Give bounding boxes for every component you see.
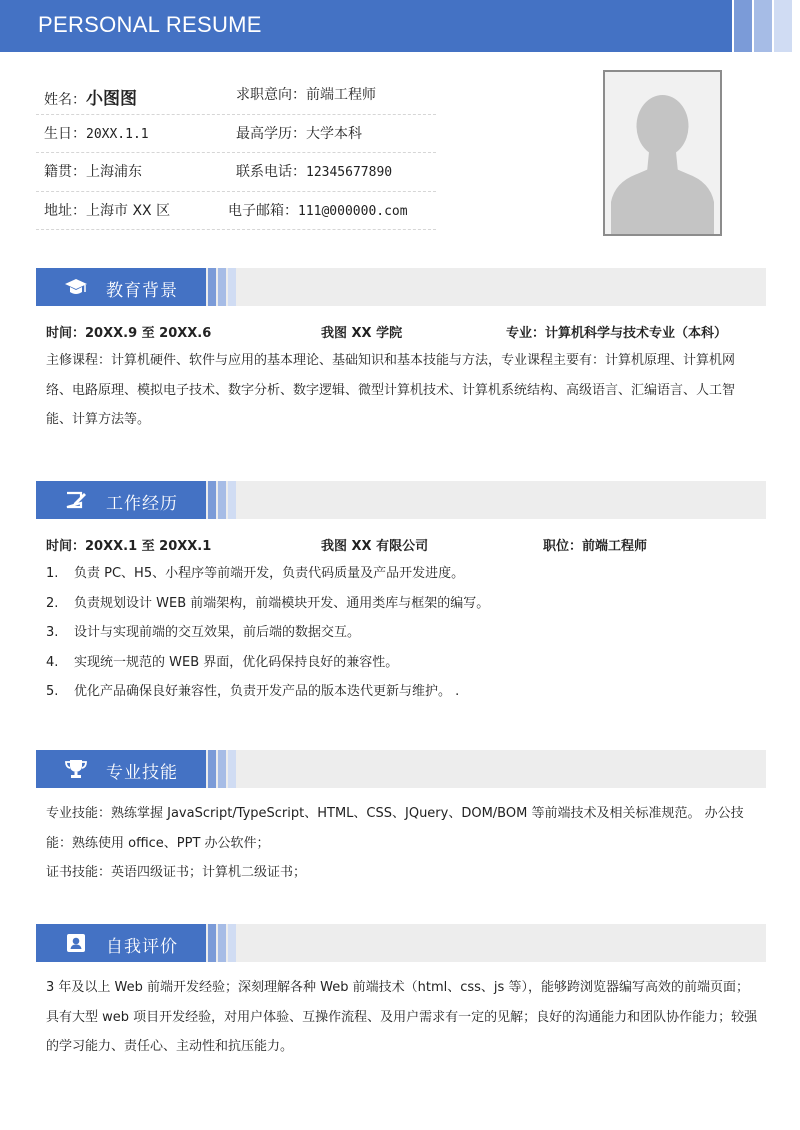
section-title: 专业技能: [106, 763, 178, 783]
graduation-cap-icon: [64, 277, 88, 297]
section-header-stripe: [218, 924, 226, 962]
email-value: 111@000000.com: [298, 203, 408, 219]
work-company: 我图 XX 有限公司: [321, 539, 429, 554]
education-time: 时间：20XX.9 至 20XX.6: [46, 326, 212, 341]
address-field: [44, 200, 170, 220]
page-title: PERSONAL RESUME: [38, 12, 262, 37]
section-header-self: [36, 924, 766, 962]
trophy-icon: [64, 759, 88, 779]
header-stripe: [754, 0, 772, 52]
name-value: 小图图: [86, 89, 137, 109]
list-text: 负责 PC、H5、小程序等前端开发，负责代码质量及产品开发进度。: [74, 566, 465, 581]
section-header-stripe: [228, 924, 236, 962]
native-value: 上海浦东: [86, 164, 142, 180]
phone-label: 联系电话：: [236, 164, 306, 180]
profile-photo: [603, 70, 722, 236]
intent-value: 前端工程师: [306, 87, 376, 103]
info-row: [36, 115, 436, 154]
person-card-icon: [64, 933, 88, 953]
section-header-stripe: [218, 268, 226, 306]
info-row: [36, 192, 436, 231]
education-school: 我图 XX 学院: [321, 326, 403, 341]
header-band: [0, 0, 800, 52]
section-title: 教育背景: [106, 281, 178, 301]
address-value: 上海市 XX 区: [86, 202, 171, 219]
degree-field: [236, 123, 362, 143]
list-number: 4.: [46, 654, 59, 670]
section-header-work: [36, 481, 766, 519]
list-item: [46, 559, 760, 589]
edit-note-icon: [64, 490, 88, 510]
birth-label: 生日：: [44, 125, 86, 142]
list-item: [46, 618, 760, 648]
phone-value: 12345677890: [306, 165, 393, 180]
birth-value: 20XX.1.1: [86, 126, 149, 142]
section-header-stripe: [228, 481, 236, 519]
intent-label: 求职意向：: [236, 87, 306, 103]
list-number: 5.: [46, 684, 59, 699]
birth-field: [44, 123, 149, 143]
list-text: 优化产品确保良好兼容性，负责开发产品的版本迭代更新与维护。 .: [74, 684, 460, 699]
info-row: [36, 153, 436, 192]
work-time: 时间：20XX.1 至 20XX.1: [46, 539, 212, 554]
skills-text: 专业技能：熟练掌握 JavaScript/TypeScript、HTML、CSS、JQuery、DOM/BOM 等前端技术及相关标准规范。 办公技能：熟练使用 office、PPT 办公软件；: [46, 806, 744, 851]
section-header-stripe: [208, 481, 216, 519]
self-evaluation-text: 3 年及以上 Web 前端开发经验；深刻理解各种 Web 前端技术（html、css、js 等），能够跨浏览器编写高效的前端页面；具有大型 web 项目开发经验，对用户体验、互操作流程、及用户需求有一定的见解；良好的沟通能力和团队协作能力；较强的学习能力、责任心、主动性和抗压能力。: [46, 980, 758, 1054]
skills-cert: 证书技能：英语四级证书；计算机二级证书；: [46, 865, 307, 880]
list-number: 1.: [46, 566, 59, 581]
header-stripe: [774, 0, 792, 52]
section-header-stripe: [208, 924, 216, 962]
native-label: 籍贯：: [44, 164, 86, 180]
phone-field: [236, 161, 392, 181]
list-text: 负责规划设计 WEB 前端架构，前端模块开发、通用类库与框架的编写。: [74, 595, 490, 611]
work-duties: [46, 559, 760, 707]
name-label: 姓名：: [44, 92, 86, 108]
section-header-stripe: [208, 750, 216, 788]
person-silhouette-icon: [605, 72, 720, 234]
education-major: 专业：计算机科学与技术专业（本科）: [506, 326, 728, 341]
native-field: [44, 161, 142, 181]
list-number: 3.: [46, 625, 59, 640]
degree-value: 大学本科: [306, 125, 362, 142]
section-header-stripe: [218, 750, 226, 788]
education-courses: 主修课程：计算机硬件、软件与应用的基本理论、基础知识和基本技能与方法，专业课程主要有：计算机原理、计算机网络、电路原理、模拟电子技术、数字分析、数字逻辑、微型计算机技术、计算机系统结构、高级语言、汇编语言、人工智能、计算方法等。: [46, 353, 736, 427]
list-number: 2.: [46, 595, 59, 611]
section-title: 工作经历: [106, 494, 178, 514]
list-text: 设计与实现前端的交互效果，前后端的数据交互。: [74, 625, 361, 640]
section-header-skills: [36, 750, 766, 788]
degree-label: 最高学历：: [236, 125, 306, 142]
education-meta: [46, 322, 766, 344]
email-field: [228, 200, 408, 220]
header-stripe: [734, 0, 752, 52]
info-row: [36, 76, 436, 115]
email-label: 电子邮箱：: [228, 202, 298, 219]
section-header-stripe: [208, 268, 216, 306]
section-header-stripe: [218, 481, 226, 519]
intent-field: [236, 84, 376, 104]
section-header-education: [36, 268, 766, 306]
section-header-stripe: [228, 268, 236, 306]
name-field: [44, 84, 137, 109]
list-item: [46, 677, 760, 707]
list-item: [46, 648, 760, 678]
work-meta: [46, 535, 766, 557]
list-text: 实现统一规范的 WEB 界面，优化码保持良好的兼容性。: [74, 654, 399, 670]
section-header-stripe: [228, 750, 236, 788]
work-position: 职位：前端工程师: [543, 539, 648, 554]
section-title: 自我评价: [106, 937, 178, 957]
list-item: [46, 589, 760, 619]
personal-info: [36, 76, 436, 230]
address-label: 地址：: [44, 202, 86, 219]
